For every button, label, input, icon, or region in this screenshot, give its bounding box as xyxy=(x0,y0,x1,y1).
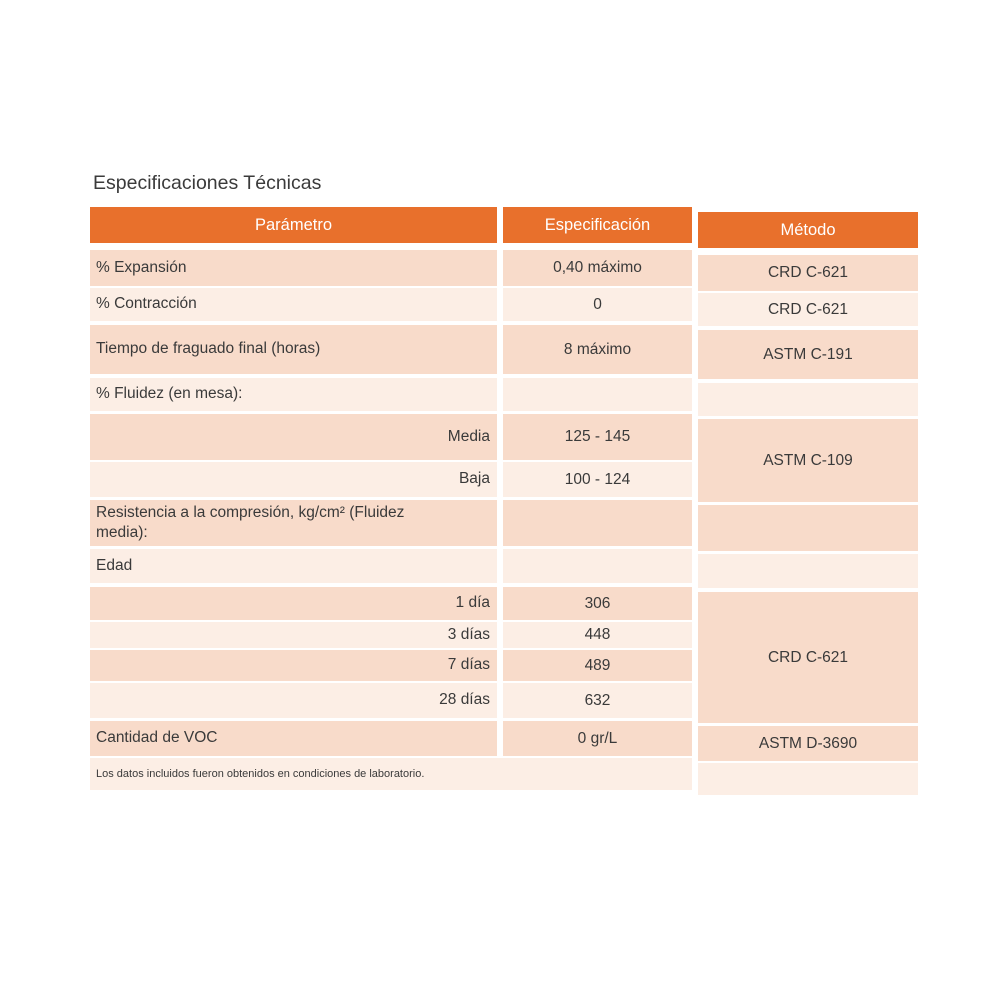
param-cell xyxy=(90,549,497,583)
table-row xyxy=(90,650,692,681)
footer-note-row xyxy=(90,758,692,790)
method-column xyxy=(698,212,918,795)
table-header-row xyxy=(90,207,692,243)
method-value: ASTM C-109 xyxy=(763,451,853,469)
method-cell-empty xyxy=(698,383,918,416)
table-row xyxy=(90,414,692,460)
param-cell xyxy=(90,721,497,756)
param-cell xyxy=(90,462,497,497)
method-value: CRD C-621 xyxy=(767,300,849,318)
table-row xyxy=(90,721,692,756)
spec-value: 0 xyxy=(593,295,602,313)
param-label: Cantidad de VOC xyxy=(96,729,218,747)
param-label: Baja xyxy=(458,470,490,488)
method-cells xyxy=(698,255,918,795)
spec-value: 8 máximo xyxy=(563,340,632,358)
spec-cell xyxy=(503,683,692,718)
spec-cell xyxy=(503,250,692,286)
param-cell xyxy=(90,250,497,286)
spec-value: 0 gr/L xyxy=(577,729,618,747)
param-label: Tiempo de fraguado final (horas) xyxy=(96,340,321,358)
method-cell xyxy=(698,726,918,761)
method-cell xyxy=(698,255,918,291)
method-cell-empty xyxy=(698,554,918,588)
table-row xyxy=(90,462,692,497)
param-cell xyxy=(90,500,497,546)
spec-value: 100 - 124 xyxy=(564,470,631,488)
header-cell-metodo: Método xyxy=(698,212,918,248)
spec-cell xyxy=(503,650,692,681)
param-label: Resistencia a la compresión, kg/cm² (Fluidez media): xyxy=(96,503,405,541)
param-label: % Contracción xyxy=(96,295,197,313)
method-cell-empty xyxy=(698,505,918,551)
param-label: 1 día xyxy=(455,594,490,612)
spec-cell xyxy=(503,414,692,460)
param-cell xyxy=(90,683,497,718)
spec-cell xyxy=(503,721,692,756)
param-label: % Expansión xyxy=(96,258,187,276)
table-body xyxy=(90,250,692,756)
page-title: Especificaciones Técnicas xyxy=(93,172,322,194)
param-label: Media xyxy=(447,427,490,445)
table-row xyxy=(90,683,692,718)
table-row xyxy=(90,587,692,620)
param-cell xyxy=(90,622,497,648)
method-value: CRD C-621 xyxy=(767,648,849,666)
method-value: ASTM D-3690 xyxy=(758,734,858,752)
header-cell-parametro: Parámetro xyxy=(90,207,497,243)
method-cell-empty xyxy=(698,763,918,795)
spec-value: 0,40 máximo xyxy=(553,259,642,276)
table-row xyxy=(90,549,692,583)
table-row xyxy=(90,622,692,648)
table-row xyxy=(90,500,692,546)
table-row xyxy=(90,288,692,321)
spec-cell xyxy=(503,587,692,620)
spec-cell xyxy=(503,325,692,374)
param-label: % Fluidez (en mesa): xyxy=(96,385,243,403)
param-cell xyxy=(90,378,497,411)
param-cell xyxy=(90,325,497,374)
param-cell xyxy=(90,650,497,681)
table-row xyxy=(90,325,692,374)
param-cell xyxy=(90,587,497,620)
method-cell xyxy=(698,592,918,723)
spec-cell xyxy=(503,500,692,546)
table-row xyxy=(90,250,692,286)
spec-value: 448 xyxy=(584,626,611,643)
param-cell xyxy=(90,288,497,321)
param-label: 7 días xyxy=(447,656,490,674)
table-row xyxy=(90,378,692,411)
method-cell xyxy=(698,293,918,326)
header-cell-especificacion: Especificación xyxy=(503,207,692,243)
spec-value: 125 - 145 xyxy=(564,428,631,445)
method-cell xyxy=(698,330,918,379)
main-columns xyxy=(90,207,692,790)
method-value: ASTM C-191 xyxy=(763,345,853,363)
method-value: CRD C-621 xyxy=(767,264,849,281)
spec-table xyxy=(90,207,918,795)
param-label: 3 días xyxy=(447,625,490,643)
spec-cell xyxy=(503,549,692,583)
spec-cell xyxy=(503,622,692,648)
spec-value: 489 xyxy=(584,656,611,674)
param-label: Edad xyxy=(96,556,133,574)
param-cell xyxy=(90,414,497,460)
spec-value: 632 xyxy=(584,691,611,709)
footer-note: Los datos incluidos fueron obtenidos en condiciones de laboratorio. xyxy=(90,758,692,790)
spec-cell xyxy=(503,378,692,411)
spec-cell xyxy=(503,462,692,497)
method-cell xyxy=(698,419,918,502)
param-label: 28 días xyxy=(439,691,490,709)
spec-value: 306 xyxy=(584,594,611,612)
spec-cell xyxy=(503,288,692,321)
